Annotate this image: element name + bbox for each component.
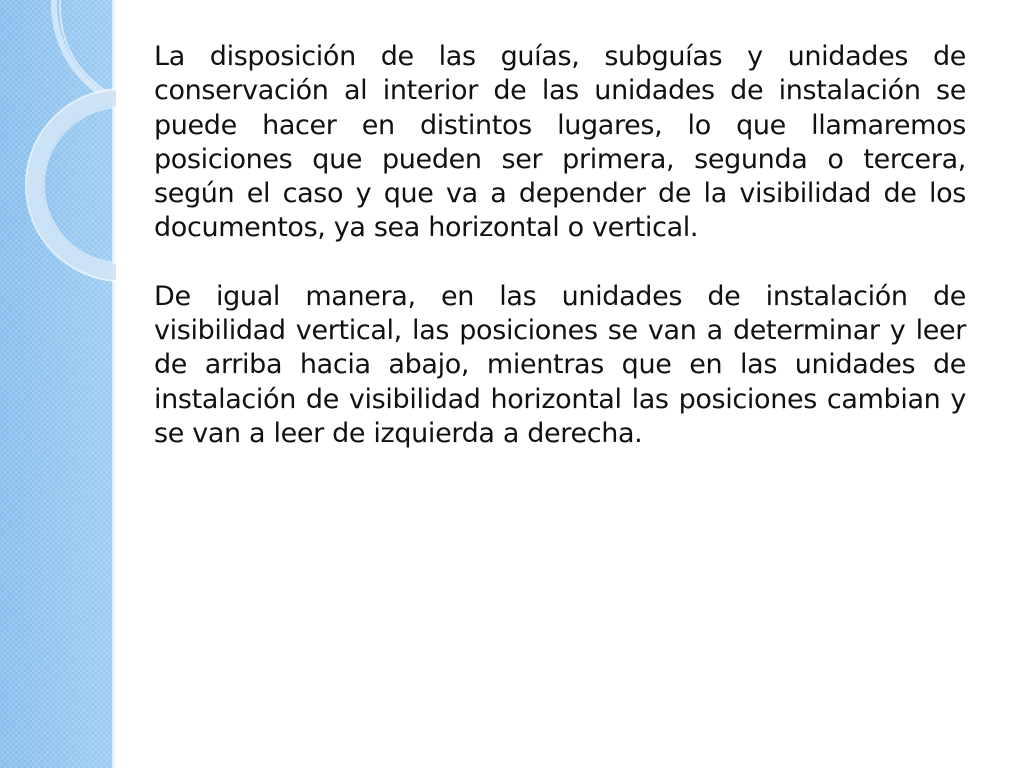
decorative-rings <box>0 0 116 300</box>
slide-body <box>154 40 966 451</box>
paragraph-2: De igual manera, en las unidades de instalación de visibilidad vertical, las posiciones se van a determinar y leer de arriba hacia abajo, mientras que en las unidades de instalación de visibilidad horizontal las posiciones cambian y se van a leer de izquierda a derecha. <box>154 280 966 449</box>
paragraph-1: La disposición de las guías, subguías y unidades de conservación al interior de las unidades de instalación se puede hacer en distintos lugares, lo que llamaremos posiciones que pueden ser primera, segunda o tercera, según el caso y que va a depender de la visibilidad de los documentos, ya sea horizontal o vertical. <box>154 41 966 244</box>
